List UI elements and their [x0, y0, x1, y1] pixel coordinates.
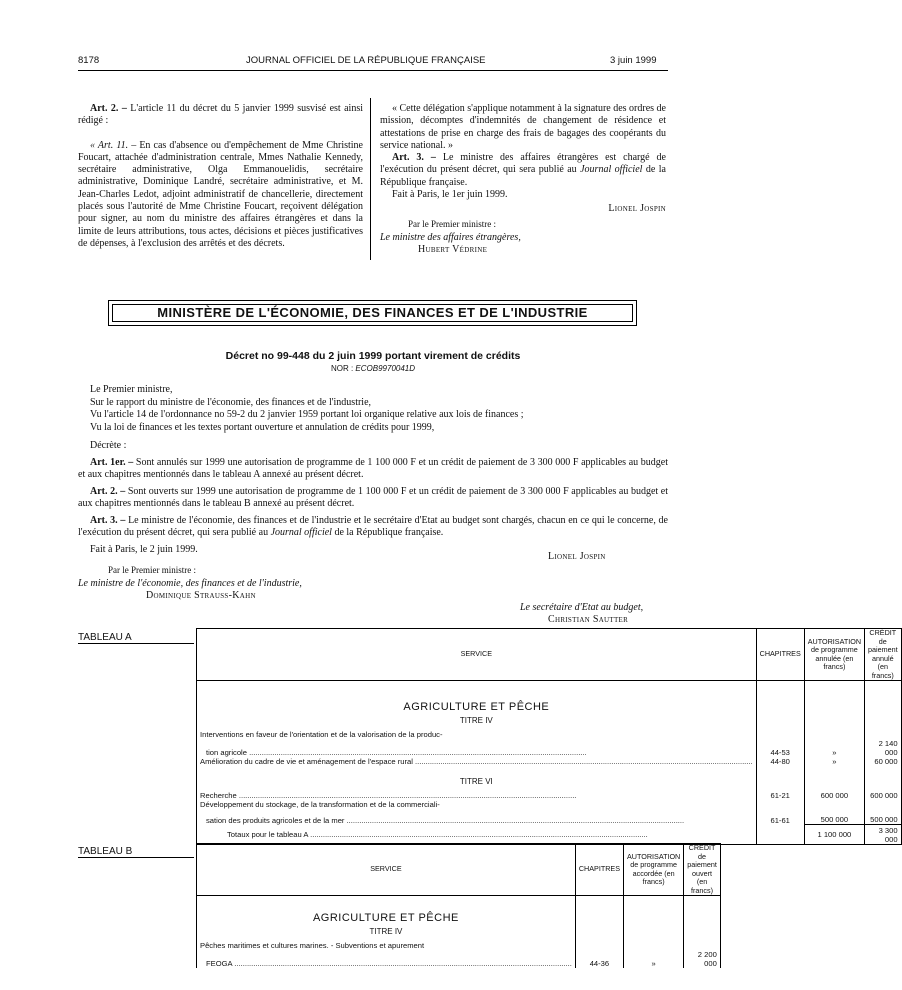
header-rule [78, 70, 668, 71]
row2-chapitre: 44-80 [756, 757, 804, 766]
nor-line [78, 364, 668, 373]
tb-titre-iv: TITRE IV [197, 924, 576, 936]
total-autorisation: 1 100 000 [804, 825, 864, 845]
left-column [78, 103, 363, 250]
art2-text: L'article 11 du décret du 5 janvier 1999 susvisé est ainsi rédigé : [78, 103, 363, 127]
art11-text: En cas d'absence ou d'empêchement de Mme Christine Foucart, attachée d'administration centrale, Mmes Nathalie Kennedy, secrétaire administrative, Olga Emmanouelidis, secrétaire administrative, Dominique Landré, secrétaire administrative, et M. Jean-Charles Ledot, adjoint administratif de chancellerie, directement placés sous l'autorité de Mme Christine Foucart, reçoivent délégation pour signer, au nom du ministre des affaires étrangères et dans la limite de leurs attributions, tous actes, décisions et pièces justificatives de dépenses, à l'exclusion des arrêtés et des décrets. [78, 139, 363, 249]
par-le-premier: Par le Premier ministre : [408, 218, 496, 229]
th-credit: CRÉDIT de paiement annulé (en francs) [865, 629, 902, 681]
art3-text-b: de la République française. [380, 164, 666, 188]
row4-autorisation: 500 000 [804, 809, 864, 825]
decree-sec-name: Christian Sautter [548, 614, 629, 625]
th-service: SERVICE [197, 629, 757, 681]
titre-iv: TITRE IV [197, 713, 757, 725]
th-chapitres: CHAPITRES [756, 629, 804, 681]
tableau-a-label: TABLEAU A [78, 632, 194, 644]
decree-fait: Fait à Paris, le 2 juin 1999. [90, 543, 198, 555]
right-column [380, 103, 666, 257]
art3-label: Art. 3. – [392, 152, 436, 164]
decrete: Décrète : [90, 440, 127, 451]
total-credit: 3 300 000 [865, 825, 902, 845]
tb-th-chapitres: CHAPITRES [575, 844, 623, 896]
row1-chapitre: 44-53 [756, 739, 804, 757]
row1-credit: 2 140 000 [865, 739, 902, 757]
titre-vi: TITRE VI [197, 766, 757, 786]
ministry-title: MINISTÈRE DE L'ÉCONOMIE, DES FINANCES ET DE L'INDUSTRIE [112, 304, 633, 322]
journal-title: JOURNAL OFFICIEL DE LA RÉPUBLIQUE FRANÇAISE [246, 55, 486, 66]
decree-art3-label: Art. 3. – [90, 514, 126, 526]
minister-title: Le ministre des affaires étrangères, [380, 231, 521, 243]
vu-rapport: Sur le rapport du ministre de l'économie, des finances et de l'industrie, [90, 396, 372, 408]
row1-autorisation: » [804, 739, 864, 757]
decree-body [78, 384, 668, 556]
decree-art1-label: Art. 1er. – [90, 456, 134, 468]
th-autorisation: AUTORISATION de programme annulée (en francs) [804, 629, 864, 681]
section-title: AGRICULTURE ET PÊCHE [197, 681, 757, 713]
row4-service-a: Développement du stockage, de la transformation et de la commerciali- [197, 800, 757, 809]
row3-autorisation: 600 000 [804, 786, 864, 800]
delegation-quote: « Cette délégation s'applique notamment à la signature des ordres de mission, décomptes d'indemnités de changement de résidence et attestations de prise en charge des frais de bagages des coopérants du service national. » [380, 103, 666, 151]
decree-title: Décret no 99-448 du 2 juin 1999 portant virement de crédits [225, 350, 521, 362]
row3-service: Recherche ..... [197, 786, 757, 800]
art3-text-a: Le ministre des affaires étrangères est chargé de l'exécution du présent décret, qui sera publié au [380, 152, 666, 176]
row3-chapitre: 61-21 [756, 786, 804, 800]
premier-ministre: Le Premier ministre, [90, 384, 173, 395]
total-label: Totaux pour le tableau A ..... [197, 825, 757, 845]
vu-loi: Vu la loi de finances et les textes portant ouverture et annulation de crédits pour 1999, [90, 421, 435, 433]
tableau-a [196, 628, 902, 845]
signer-name: Lionel Jospin [608, 203, 666, 215]
ministry-box [108, 300, 637, 326]
art11-label: « Art. 11. – [90, 139, 137, 151]
tb-th-credit: CRÉDIT de paiement ouvert (en francs) [684, 844, 721, 896]
art2-label: Art. 2. – [90, 103, 127, 114]
decree-min-title: Le ministre de l'économie, des finances et de l'industrie, [78, 578, 302, 589]
tb-row1-autorisation: » [624, 950, 684, 968]
column-divider [370, 98, 371, 260]
tb-row1-service-a: Pêches maritimes et cultures marines. - Subventions et apurement [197, 936, 576, 950]
decree-art2-label: Art. 2. – [90, 485, 126, 497]
decree-art3-journal: Journal officiel [270, 527, 332, 538]
tb-row1-service-b: FEOGA ..... [197, 950, 576, 968]
tb-row1-credit: 2 200 000 [684, 950, 721, 968]
row2-service: Amélioration du cadre de vie et aménagement de l'espace rural ..... [197, 757, 757, 766]
decree-sec-title: Le secrétaire d'Etat au budget, [520, 602, 644, 613]
decree-art3-text-a: Le ministre de l'économie, des finances et de l'industrie et le secrétaire d'Etat au budget sont chargés, chacun en ce qui le concerne, de l'exécution du présent décret, qui sera publié au [78, 514, 668, 538]
row4-service-b: sation des produits agricoles et de la mer ..... [197, 809, 757, 825]
nor-label: NOR : [330, 364, 356, 373]
decree-min-name: Dominique Strauss-Kahn [146, 590, 256, 601]
decree-par-le: Par le Premier ministre : [108, 565, 196, 575]
row2-credit: 60 000 [865, 757, 902, 766]
row1-service-b: tion agricole ..... [197, 739, 757, 757]
row4-chapitre: 61-61 [756, 809, 804, 825]
fait-date: Fait à Paris, le 1er juin 1999. [392, 189, 508, 201]
tb-section-title: AGRICULTURE ET PÊCHE [197, 896, 576, 924]
vu-ordonnance: Vu l'article 14 de l'ordonnance no 59-2 du 2 janvier 1959 portant loi organique relative aux lois de finances ; [90, 409, 524, 420]
row3-credit: 600 000 [865, 786, 902, 800]
minister-name: Hubert Védrine [418, 244, 488, 256]
tb-th-autorisation: AUTORISATION de programme accordée (en francs) [624, 844, 684, 896]
decree-signer: Lionel Jospin [548, 551, 606, 562]
row4-credit: 500 000 [865, 809, 902, 825]
decree-art2-text: Sont ouverts sur 1999 une autorisation de programme de 1 100 000 F et un crédit de paiement de 3 300 000 F applicables au budget et aux chapitres mentionnés dans le tableau B annexé au présent décret. [78, 485, 668, 509]
nor-code: ECOB9970041D [355, 364, 416, 373]
decree-art1-text: Sont annulés sur 1999 une autorisation de programme de 1 100 000 F et un crédit de paiement de 3 300 000 F applicables au budget et aux chapitres mentionnés dans le tableau A annexé au présent décret. [78, 456, 669, 480]
tableau-b [196, 843, 721, 968]
page-number: 8178 [78, 55, 100, 66]
tableau-b-label: TABLEAU B [78, 846, 194, 858]
row2-autorisation: » [804, 757, 864, 766]
art3-journal: Journal officiel [580, 164, 643, 176]
tb-th-service: SERVICE [197, 844, 576, 896]
row1-service-a: Interventions en faveur de l'orientation et de la valorisation de la produc- [197, 725, 757, 739]
tb-row1-chapitre: 44-36 [575, 950, 623, 968]
decree-art3-text-b: de la République française. [331, 527, 444, 538]
issue-date: 3 juin 1999 [610, 55, 657, 66]
